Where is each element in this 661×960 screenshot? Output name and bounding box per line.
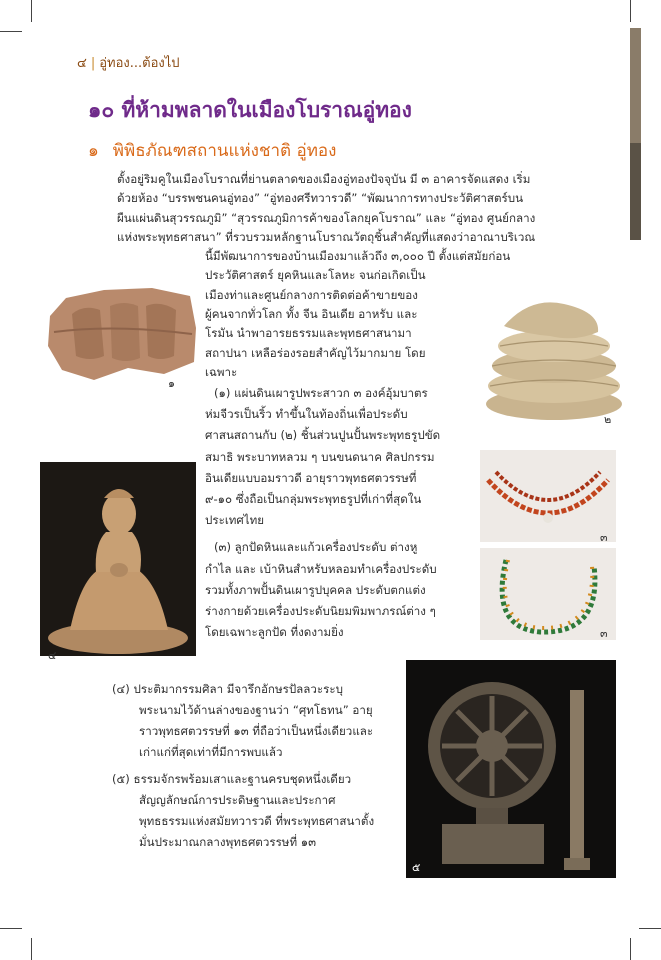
crop-mark xyxy=(630,0,631,22)
text-line: (๔) ประติมากรรมศิลา มีจารึกอักษรปัลลวะระบุ xyxy=(112,682,343,696)
text-line: (๑) แผ่นดินเผารูปพระสาวก ๓ องค์อุ้มบาตร xyxy=(214,386,428,400)
figure-number: ๒ xyxy=(604,413,612,426)
text-line: โรมัน นำพาอารยธรรมและพุทธศาสนามา xyxy=(205,326,412,341)
figure-number: ๓ xyxy=(600,627,608,640)
text-line: ประวัติศาสตร์ ยุคหินและโลหะ จนก่อเกิดเป็น xyxy=(205,268,426,283)
text-line: พุทธธรรมแห่งสมัยทวารวดี ที่พระพุทธศาสนาตั้ง xyxy=(139,814,375,828)
terracotta-plaque-image xyxy=(44,276,200,384)
crop-mark xyxy=(630,938,631,960)
text-line: ๙-๑๐ ซึ่งถือเป็นกลุ่มพระพุทธรูปที่เก่าที่สุดใน xyxy=(205,492,422,506)
text-line: ราวพุทธศตวรรษที่ ๑๓ ที่ถือว่าเป็นหนึ่งเดียวและ xyxy=(139,724,374,738)
crop-mark xyxy=(639,928,661,929)
text-line: (๓) ลูกปัดหินและแก้วเครื่องประดับ ต่างหู xyxy=(214,540,418,555)
figure-number: ๓ xyxy=(600,531,608,544)
page-title: ๑๐ ที่ห้ามพลาดในเมืองโบราณอู่ทอง xyxy=(88,98,412,122)
text-line: พระนามไว้ด้านล่างของฐานว่า “ศุทโธทน” อายุ xyxy=(139,703,373,717)
text-line: ศาสนสถานกับ (๒) ชิ้นส่วนปูนปั้นพระพุทธรูปขัด xyxy=(205,428,441,443)
bead-necklace-image xyxy=(480,450,616,542)
figure-number: ๔ xyxy=(48,649,57,662)
header-divider: | xyxy=(90,56,96,71)
text-line: ประเทศไทย xyxy=(205,513,265,528)
text-line: สัญญลักษณ์การประดิษฐานและประกาศ xyxy=(139,793,336,807)
text-line: ด้วยห้อง “บรรพชนคนอู่ทอง” “อู่ทองศรีทวารวดี” “พัฒนาการทางประวัติศาสตร์บน xyxy=(117,191,524,206)
text-line: รวมทั้งภาพปั้นดินเผารูปบุคคล ประดับตกแต่ง xyxy=(205,582,426,597)
text-line: สมาธิ พระบาทหลวม ๆ บนขนดนาค ศิลปกรรม xyxy=(205,449,435,464)
text-line: เก่าแก่ที่สุดเท่าที่มีการพบแล้ว xyxy=(139,745,283,759)
crop-mark xyxy=(31,0,32,22)
text-line: ตั้งอยู่ริมคูในเมืองโบราณที่ย่านตลาดของเมืองอู่ทองปัจจุบัน มี ๓ อาคารจัดแสดง เริ่ม xyxy=(117,172,531,186)
figure-number: ๑ xyxy=(168,377,175,390)
side-thumbnail xyxy=(630,28,641,143)
crop-mark xyxy=(0,31,22,32)
text-line: ผืนแผ่นดินสุวรรณภูมิ” “สุวรรณภูมิการค้าของโลกยุคโบราณ” และ “อู่ทอง ศูนย์กลาง xyxy=(117,210,536,225)
text-line: นี้มีพัฒนาการของบ้านเมืองมาแล้วถึง ๓,๐๐๐ ปี ตั้งแต่สมัยก่อน xyxy=(205,249,511,263)
terracotta-figure-image xyxy=(40,462,196,656)
section-heading xyxy=(88,137,336,164)
section-number: ๑ xyxy=(88,141,99,161)
glass-bead-necklace-image xyxy=(480,548,616,640)
naga-coil-image xyxy=(480,286,628,422)
figure-number: ๕ xyxy=(412,861,421,874)
crop-mark xyxy=(0,928,22,929)
text-line: ห่มจีวรเป็นริ้ว ทำขึ้นในท้องถิ่นเพื่อประดับ xyxy=(205,407,408,422)
running-header xyxy=(77,52,180,73)
text-line: สถาปนา เหลือร่องรอยสำคัญไว้มากมาย โดย xyxy=(205,345,426,360)
text-line: อินเดียแบบอมราวดี อายุราวพุทธศตวรรษที่ xyxy=(205,470,417,485)
text-line: แห่งพระพุทธศาสนา” ที่รวบรวมหลักฐานโบราณวัตถุชิ้นสำคัญที่แสดงว่าอาณาบริเวณ xyxy=(117,229,536,244)
text-line: โดยเฉพาะลูกปัด ที่งดงามยิ่ง xyxy=(205,625,344,640)
section-title: พิพิธภัณฑสถานแห่งชาติ อู่ทอง xyxy=(112,141,337,161)
crop-mark xyxy=(31,938,32,960)
text-line: ผู้คนจากทั่วโลก ทั้ง จีน อินเดีย อาหรับ และ xyxy=(205,306,418,321)
text-line: เฉพาะ xyxy=(205,364,238,379)
running-title: อู่ทอง...ต้องไป xyxy=(99,56,180,71)
text-line: เมืองท่าและศูนย์กลางการติดต่อค้าขายของ xyxy=(205,287,418,302)
page-number: ๔ xyxy=(77,56,87,71)
text-line: ร่างกายด้วยเครื่องประดับนิยมพิมพาภรณ์ต่าง ๆ xyxy=(205,604,436,618)
text-line: (๕) ธรรมจักรพร้อมเสาและฐานครบชุดหนึ่งเดียว xyxy=(112,772,352,786)
text-line: มั่นประมาณกลางพุทธศตวรรษที่ ๑๓ xyxy=(139,835,317,849)
side-thumbnail-strip xyxy=(630,28,641,240)
dharmachakra-image xyxy=(406,660,616,878)
text-line: กำไล และ เบ้าหินสำหรับหลอมทำเครื่องประดับ xyxy=(205,561,437,576)
